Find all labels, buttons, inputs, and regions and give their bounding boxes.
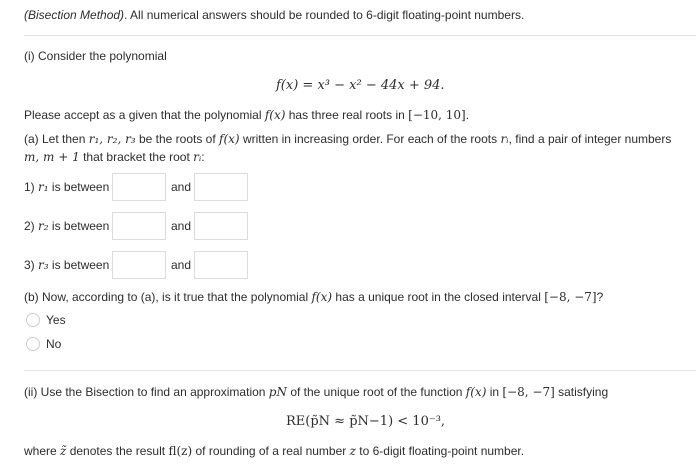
p2-end: satisfying (558, 385, 609, 399)
option-yes-label[interactable]: Yes (46, 313, 66, 327)
a-middle: be the roots of (138, 132, 216, 146)
where-statement (24, 444, 524, 458)
a-roots: r₁, r₂, r₃ (88, 132, 136, 146)
row-number: 1) (24, 180, 35, 194)
b-interval: [−8, −7] (544, 290, 597, 304)
row-root: r₁ (38, 180, 49, 194)
divider (24, 35, 696, 36)
instructions-line (24, 8, 524, 22)
given-end: . (465, 108, 470, 122)
b-prefix: (b) Now, according to (a), is it true that the polynomial (24, 290, 309, 304)
part2-question (24, 385, 608, 399)
a-fx: f(x) (219, 132, 240, 146)
part1-title: (i) Consider the polynomial (24, 49, 167, 63)
given-statement (24, 108, 469, 122)
row-root: r₃ (38, 258, 49, 272)
root2-upper-input[interactable] (194, 212, 248, 240)
a-vars: m, m + 1 (24, 150, 80, 164)
option-no-label[interactable]: No (46, 337, 62, 351)
relative-error-formula: RE(p̃N ≈ p̃N−1) < 10⁻³, (286, 414, 446, 429)
a-ri: rᵢ (500, 132, 509, 146)
p2-pn: pN (268, 385, 287, 399)
a-prefix: (a) Let then (24, 132, 86, 146)
p2-in: in (489, 385, 500, 399)
instructions-text: . All numerical answers should be rounded to 6-digit floating-point numbers. (124, 8, 525, 22)
p2-interval: [−8, −7] (502, 385, 555, 399)
where-z2: z (349, 444, 356, 458)
method-name: (Bisection Method) (24, 8, 125, 22)
a-colon: : (201, 150, 205, 164)
p2-middle: of the unique root of the function (290, 385, 463, 399)
a-text: that bracket the root (83, 150, 190, 164)
root-row-1-label (24, 180, 109, 194)
where-prefix: where (24, 444, 57, 458)
row-number: 3) (24, 258, 35, 272)
root1-lower-input[interactable] (112, 173, 166, 201)
option-no-radio[interactable] (26, 337, 40, 351)
b-end: ? (596, 290, 604, 304)
root-row-2-label (24, 219, 109, 233)
p2-fx: f(x) (465, 385, 487, 399)
where-z: z̃ (60, 444, 67, 458)
question-a-line1 (24, 132, 671, 146)
question-b (24, 290, 603, 304)
row-and: and (171, 180, 192, 194)
where-middle2: of rounding of a real number (195, 444, 347, 458)
root-row-3-label (24, 258, 109, 272)
given-interval: [−10, 10] (408, 108, 466, 122)
a-end: , find a pair of integer numbers (508, 132, 672, 146)
a-ri-2: rᵢ (193, 150, 202, 164)
where-middle: denotes the result (69, 444, 166, 458)
b-middle: has a unique root in the closed interval (335, 290, 541, 304)
option-yes-radio[interactable] (26, 313, 40, 327)
root2-lower-input[interactable] (112, 212, 166, 240)
row-and: and (171, 258, 192, 272)
a-middle2: written in increasing order. For each of the roots (242, 132, 498, 146)
question-a-line2 (24, 150, 205, 164)
given-prefix: Please accept as a given that the polynomial (24, 108, 262, 122)
polynomial-formula: f(x) = x³ − x² − 44x + 94. (276, 78, 445, 93)
root3-lower-input[interactable] (112, 251, 166, 279)
row-between: is between (51, 258, 110, 272)
row-number: 2) (24, 219, 35, 233)
row-between: is between (51, 219, 110, 233)
row-and: and (171, 219, 192, 233)
root3-upper-input[interactable] (194, 251, 248, 279)
divider (24, 370, 696, 371)
p2-prefix: (ii) Use the Bisection to find an approximation (24, 385, 266, 399)
where-end: to 6-digit floating-point number. (359, 444, 525, 458)
root1-upper-input[interactable] (194, 173, 248, 201)
b-fx: f(x) (311, 290, 333, 304)
given-fx: f(x) (264, 108, 286, 122)
given-middle: has three real roots in (288, 108, 405, 122)
row-between: is between (51, 180, 110, 194)
row-root: r₂ (38, 219, 49, 233)
where-fl: fl(z) (168, 444, 193, 458)
